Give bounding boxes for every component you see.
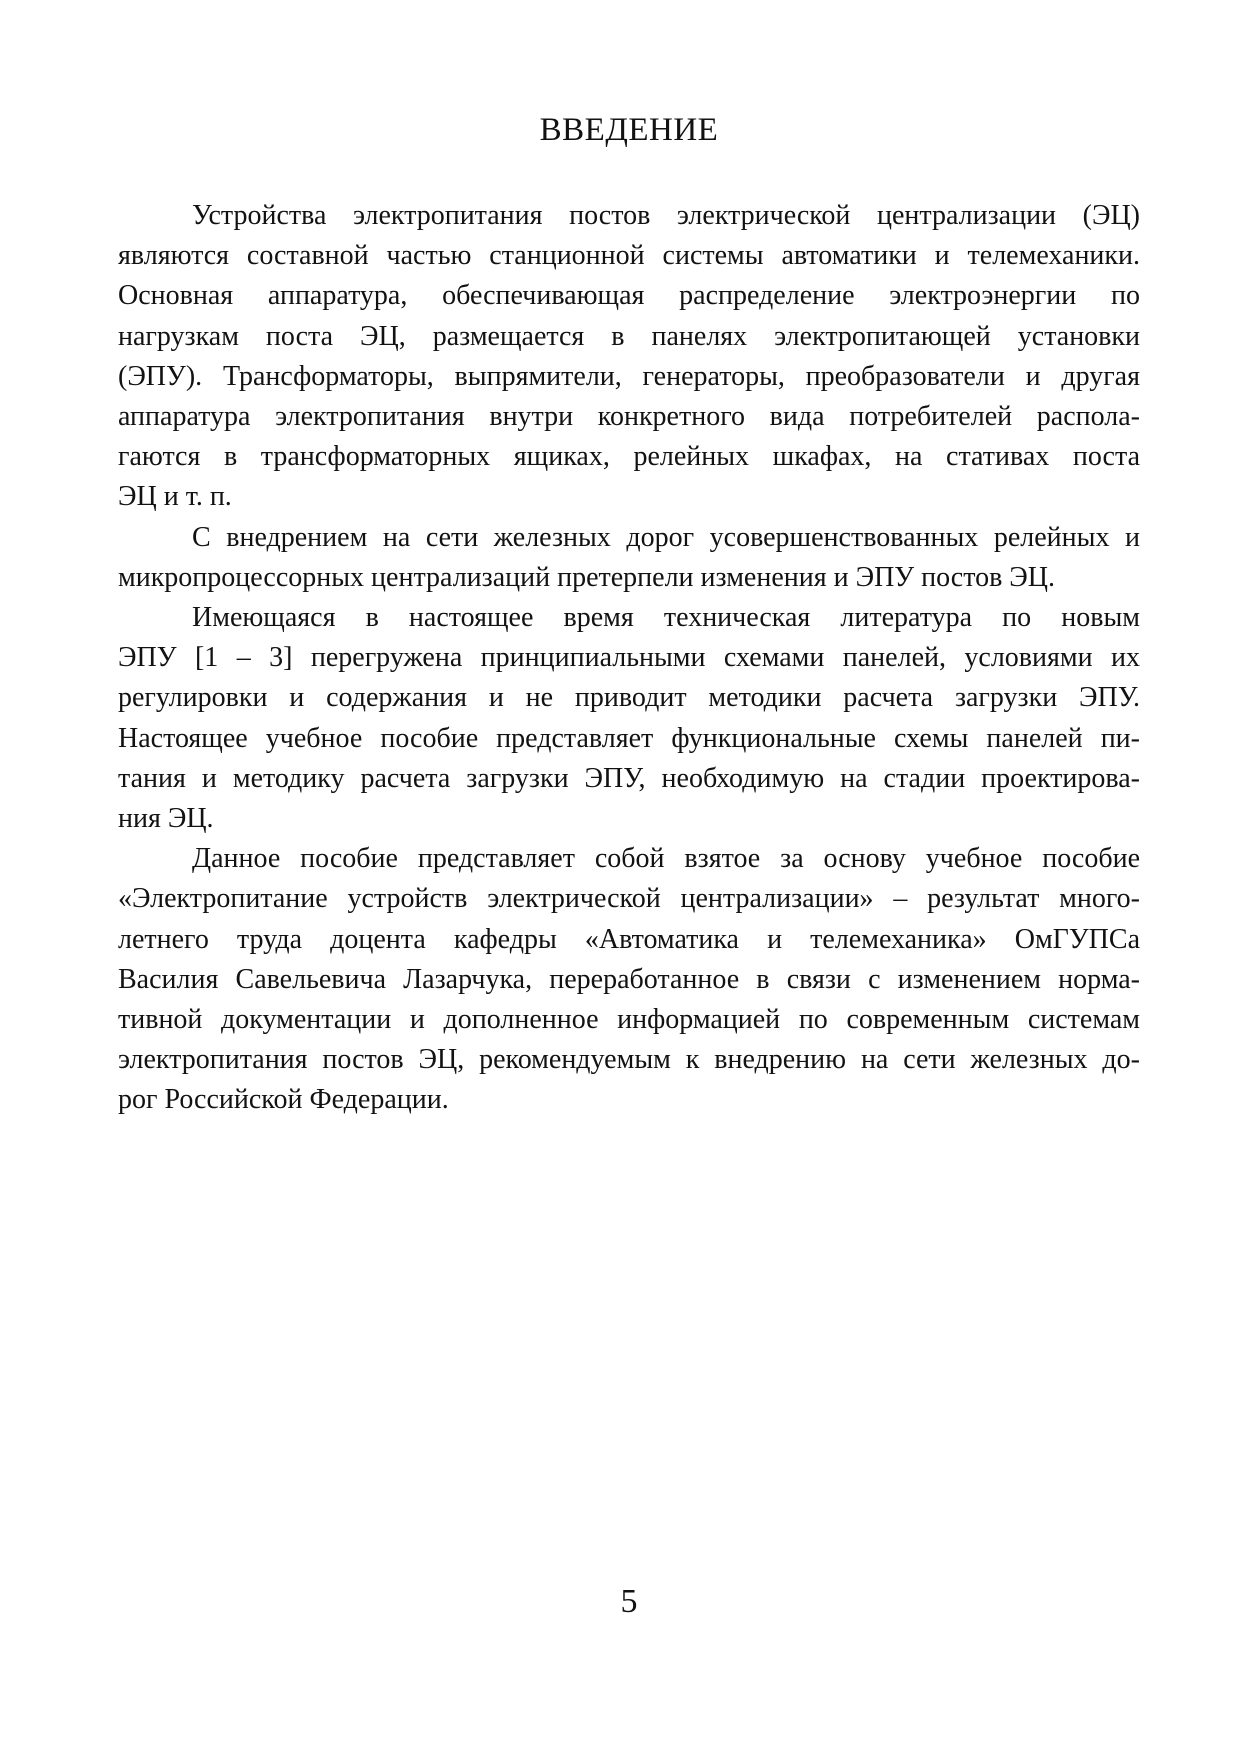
text-line: нагрузкам поста ЭЦ, размещается в панелях электропитающей установки [118, 320, 1140, 352]
text-line: регулировки и содержания и не приводит методики расчета загрузки ЭПУ. [118, 682, 1140, 714]
text-line: ЭЦ и т. п. [118, 481, 232, 513]
page-title: ВВЕДЕНИЕ [539, 112, 719, 148]
text-line: рог Российской Федерации. [118, 1084, 449, 1116]
text-line: гаются в трансформаторных ящиках, релейных шкафах, на стативах поста [118, 441, 1140, 473]
text-line: Настоящее учебное пособие представляет функциональные схемы панелей пи- [118, 722, 1140, 754]
text-line: Имеющаяся в настоящее время техническая литература по новым [192, 602, 1140, 634]
text-line: ЭПУ [1 – 3] перегружена принципиальными схемами панелей, условиями их [118, 642, 1140, 674]
text-line: тивной документации и дополненное информацией по современным системам [118, 1004, 1140, 1036]
text-line: электропитания постов ЭЦ, рекомендуемым к внедрению на сети железных до- [118, 1044, 1140, 1076]
text-line: Основная аппаратура, обеспечивающая распределение электроэнергии по [118, 280, 1140, 312]
text-line: (ЭПУ). Трансформаторы, выпрямители, генераторы, преобразователи и другая [118, 360, 1140, 392]
paragraph [118, 518, 1140, 598]
text-line: ния ЭЦ. [118, 803, 214, 835]
page-number: 5 [620, 1583, 638, 1620]
text-line: Устройства электропитания постов электрической централизации (ЭЦ) [192, 200, 1140, 231]
text-line: микропроцессорных централизаций претерпели изменения и ЭПУ постов ЭЦ. [118, 561, 1056, 593]
text-line: являются составной частью станционной системы автоматики и телемеханики. [118, 240, 1140, 272]
text-line: «Электропитание устройств электрической централизации» – результат много- [118, 883, 1140, 915]
text-line: Василия Савельевича Лазарчука, переработанное в связи с изменением норма- [118, 963, 1140, 995]
text-line: Данное пособие представляет собой взятое за основу учебное пособие [192, 843, 1140, 875]
text-line: С внедрением на сети железных дорог усовершенствованных релейных и [192, 521, 1140, 553]
paragraph [118, 839, 1140, 1120]
document-body [118, 196, 1140, 1121]
text-line: аппаратура электропитания внутри конкретного вида потребителей распола- [118, 401, 1140, 433]
paragraph [118, 196, 1140, 518]
text-line: летнего труда доцента кафедры «Автоматика и телемеханика» ОмГУПСа [118, 923, 1140, 955]
paragraph [118, 598, 1140, 839]
text-line: тания и методику расчета загрузки ЭПУ, необходимую на стадии проектирова- [118, 762, 1140, 794]
